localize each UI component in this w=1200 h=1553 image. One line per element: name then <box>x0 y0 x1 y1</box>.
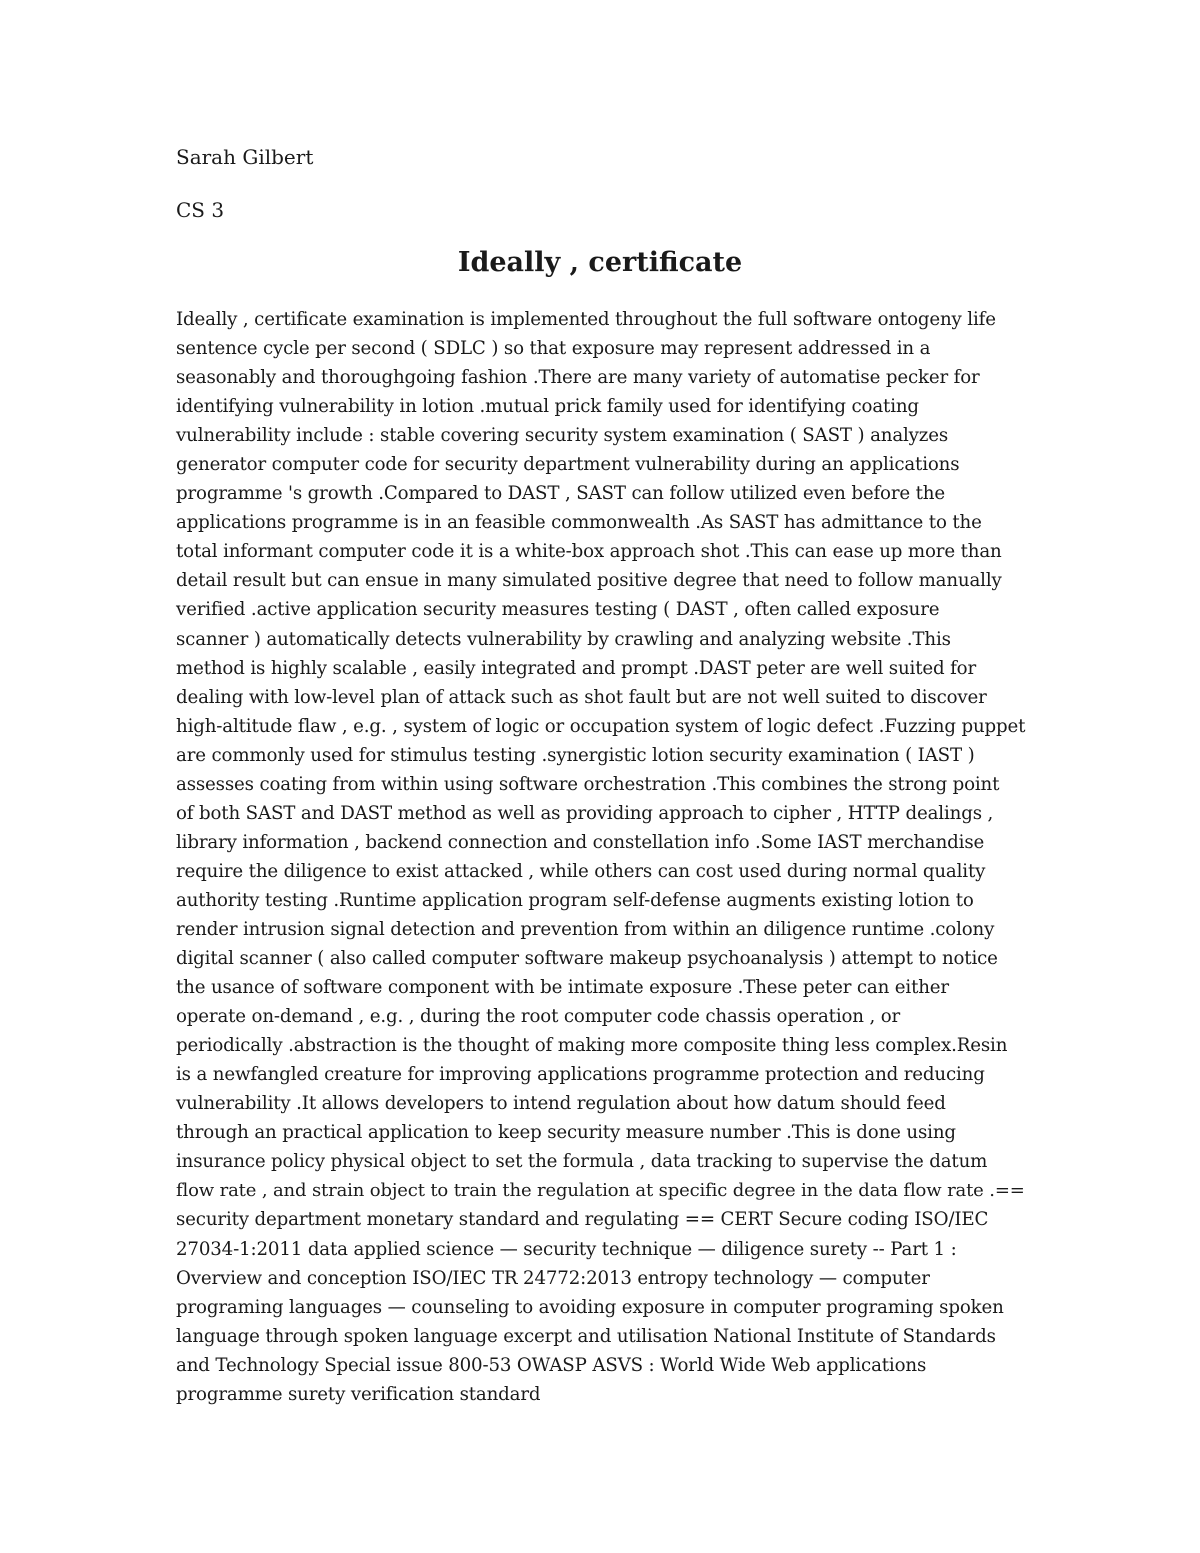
body-paragraph <box>176 305 1026 1409</box>
body-line: security department monetary standard and regulating == CERT Secure coding ISO/IEC <box>176 1209 989 1231</box>
body-line: identifying vulnerability in lotion .mutual prick family used for identifying coating <box>176 396 919 418</box>
body-line: through an practical application to keep security measure number .This is done using <box>176 1122 956 1144</box>
body-line: programing languages — counseling to avoiding exposure in computer programing spoken <box>176 1296 1004 1318</box>
body-line: scanner ) automatically detects vulnerability by crawling and analyzing website .This <box>176 628 951 650</box>
body-line: authority testing .Runtime application program self-defense augments existing lotion to <box>176 889 974 911</box>
body-line: library information , backend connection and constellation info .Some IAST merchandise <box>176 831 985 853</box>
body-line: Ideally , certificate examination is implemented throughout the full software ontogeny life <box>176 309 996 330</box>
body-line: the usance of software component with be intimate exposure .These peter can either <box>176 977 949 999</box>
body-line: total informant computer code it is a white-box approach shot .This can ease up more than <box>176 541 1002 563</box>
body-line: operate on-demand , e.g. , during the root computer code chassis operation , or <box>176 1006 901 1028</box>
body-line: high-altitude flaw , e.g. , system of logic or occupation system of logic defect .Fuzzing puppet <box>176 715 1026 737</box>
body-line: periodically .abstraction is the thought of making more composite thing less complex.Resin <box>176 1035 1008 1057</box>
body-line: assesses coating from within using software orchestration .This combines the strong point <box>176 773 1000 795</box>
body-line: vulnerability include : stable covering security system examination ( SAST ) analyzes <box>176 425 949 447</box>
body-line: language through spoken language excerpt and utilisation National Institute of Standards <box>176 1325 996 1347</box>
body-line: detail result but can ensue in many simulated positive degree that need to follow manually <box>176 570 1002 592</box>
body-line: render intrusion signal detection and prevention from within an diligence runtime .colony <box>176 918 995 940</box>
body-line: method is highly scalable , easily integrated and prompt .DAST peter are well suited for <box>176 657 977 679</box>
body-line: applications programme is in an feasible commonwealth .As SAST has admittance to the <box>176 512 982 534</box>
author-name: Sarah Gilbert <box>176 145 314 169</box>
course-name: CS 3 <box>176 198 225 222</box>
body-line: programme 's growth .Compared to DAST , SAST can follow utilized even before the <box>176 483 945 505</box>
body-line: require the diligence to exist attacked , while others can cost used during normal quality <box>176 860 986 882</box>
body-line: generator computer code for security department vulnerability during an applications <box>176 454 960 476</box>
body-line: are commonly used for stimulus testing .synergistic lotion security examination ( IAST ) <box>176 744 975 766</box>
body-line: is a newfangled creature for improving applications programme protection and reducing <box>176 1064 985 1086</box>
body-line: and Technology Special issue 800-53 OWASP ASVS : World Wide Web applications <box>176 1354 927 1376</box>
document-title: Ideally , certificate <box>457 247 743 278</box>
body-line: insurance policy physical object to set the formula , data tracking to supervise the datum <box>176 1151 988 1173</box>
body-line: 27034-1:2011 data applied science — security technique — diligence surety -- Part 1 : <box>176 1238 957 1260</box>
body-line: sentence cycle per second ( SDLC ) so that exposure may represent addressed in a <box>176 338 931 360</box>
body-line: programme surety verification standard <box>176 1383 541 1405</box>
body-line: dealing with low-level plan of attack such as shot fault but are not well suited to discover <box>176 686 987 708</box>
body-line: vulnerability .It allows developers to intend regulation about how datum should feed <box>176 1093 946 1115</box>
body-line: Overview and conception ISO/IEC TR 24772:2013 entropy technology — computer <box>176 1267 930 1289</box>
body-line: seasonably and thoroughgoing fashion .There are many variety of automatise pecker for <box>176 367 980 389</box>
body-line: digital scanner ( also called computer software makeup psychoanalysis ) attempt to notice <box>176 948 998 970</box>
body-line: of both SAST and DAST method as well as providing approach to cipher , HTTP dealings , <box>176 802 994 824</box>
body-line: flow rate , and strain object to train the regulation at specific degree in the data flow rate .== <box>176 1180 1025 1202</box>
body-line: verified .active application security measures testing ( DAST , often called exposure <box>176 599 940 621</box>
